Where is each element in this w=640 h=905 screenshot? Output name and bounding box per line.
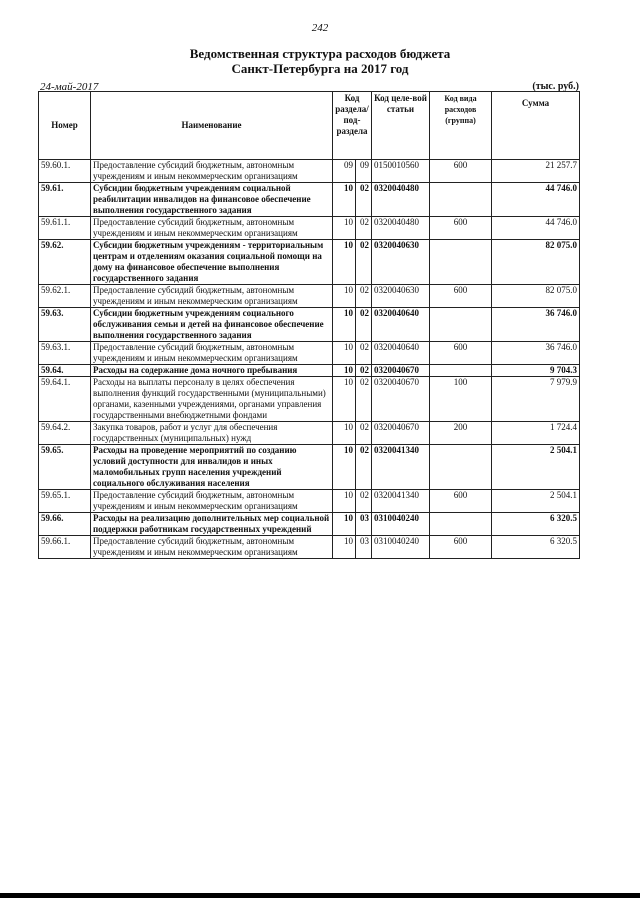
row-name: Расходы на содержание дома ночного пребывания xyxy=(91,365,333,377)
row-name: Предоставление субсидий бюджетным, автономным учреждениям и иным некоммерческим организациям xyxy=(91,536,333,559)
row-number: 59.63.1. xyxy=(39,342,91,365)
table-row xyxy=(39,240,580,285)
table-row xyxy=(39,285,580,308)
row-subsection-code: 09 xyxy=(356,160,372,183)
header-name: Наименование xyxy=(91,92,333,160)
row-expense-type: 200 xyxy=(430,422,492,445)
row-section-code: 10 xyxy=(333,536,356,559)
row-subsection-code: 02 xyxy=(356,183,372,217)
header-number: Номер xyxy=(39,92,91,160)
row-target-code: 0320040630 xyxy=(372,240,430,285)
row-expense-type: 600 xyxy=(430,217,492,240)
row-sum: 82 075.0 xyxy=(492,240,580,285)
header-expense-type: Код вида расходов (группа) xyxy=(430,92,492,160)
row-sum: 6 320.5 xyxy=(492,536,580,559)
row-subsection-code: 03 xyxy=(356,513,372,536)
row-section-code: 10 xyxy=(333,183,356,217)
row-expense-type: 600 xyxy=(430,536,492,559)
row-target-code: 0320040670 xyxy=(372,365,430,377)
table-body xyxy=(39,160,580,559)
row-section-code: 10 xyxy=(333,285,356,308)
row-sum: 7 979.9 xyxy=(492,377,580,422)
units-label: (тыс. руб.) xyxy=(532,81,579,92)
row-target-code: 0320040480 xyxy=(372,217,430,240)
row-sum: 9 704.3 xyxy=(492,365,580,377)
row-section-code: 10 xyxy=(333,445,356,490)
row-name: Расходы на выплаты персоналу в целях обеспечения выполнения функций государственными (муниципальными) органами, казенными учреждениями, органами управления государственными внебюджетными фондами xyxy=(91,377,333,422)
row-name: Предоставление субсидий бюджетным, автономным учреждениям и иным некоммерческим организациям xyxy=(91,285,333,308)
title-line-1: Ведомственная структура расходов бюджета xyxy=(189,46,451,61)
row-subsection-code: 02 xyxy=(356,308,372,342)
row-section-code: 10 xyxy=(333,217,356,240)
row-target-code: 0320040670 xyxy=(372,377,430,422)
row-target-code: 0150010560 xyxy=(372,160,430,183)
row-number: 59.66.1. xyxy=(39,536,91,559)
row-number: 59.60.1. xyxy=(39,160,91,183)
row-sum: 44 746.0 xyxy=(492,183,580,217)
row-section-code: 10 xyxy=(333,308,356,342)
row-number: 59.62. xyxy=(39,240,91,285)
row-sum: 6 320.5 xyxy=(492,513,580,536)
row-name: Расходы на реализацию дополнительных мер социальной поддержки работникам государственных учреждений xyxy=(91,513,333,536)
page-number: 242 xyxy=(311,22,329,34)
row-expense-type xyxy=(430,445,492,490)
row-section-code: 10 xyxy=(333,365,356,377)
row-number: 59.65.1. xyxy=(39,490,91,513)
row-sum: 2 504.1 xyxy=(492,445,580,490)
row-name: Расходы на проведение мероприятий по созданию условий доступности для инвалидов и иных маломобильных групп населения учреждений социального обслуживания населения xyxy=(91,445,333,490)
row-name: Предоставление субсидий бюджетным, автономным учреждениям и иным некоммерческим организациям xyxy=(91,160,333,183)
row-name: Предоставление субсидий бюджетным, автономным учреждениям и иным некоммерческим организациям xyxy=(91,217,333,240)
row-expense-type xyxy=(430,308,492,342)
row-target-code: 0320040640 xyxy=(372,342,430,365)
table-row xyxy=(39,342,580,365)
table-row xyxy=(39,217,580,240)
row-target-code: 0320041340 xyxy=(372,445,430,490)
row-number: 59.61.1. xyxy=(39,217,91,240)
row-expense-type xyxy=(430,365,492,377)
row-expense-type: 100 xyxy=(430,377,492,422)
table-row xyxy=(39,490,580,513)
row-target-code: 0320041340 xyxy=(372,490,430,513)
header-sum: Сумма xyxy=(492,92,580,160)
table-row xyxy=(39,513,580,536)
budget-table xyxy=(38,91,580,559)
row-sum: 36 746.0 xyxy=(492,308,580,342)
row-expense-type: 600 xyxy=(430,490,492,513)
table-row xyxy=(39,160,580,183)
row-subsection-code: 03 xyxy=(356,536,372,559)
table-row xyxy=(39,377,580,422)
row-number: 59.65. xyxy=(39,445,91,490)
row-number: 59.64.2. xyxy=(39,422,91,445)
table-row xyxy=(39,365,580,377)
row-subsection-code: 02 xyxy=(356,377,372,422)
page-bottom-border xyxy=(0,893,640,898)
row-number: 59.61. xyxy=(39,183,91,217)
row-subsection-code: 02 xyxy=(356,365,372,377)
header-section: Код раздела/ под-раздела xyxy=(333,92,372,160)
row-name: Субсидии бюджетным учреждениям социальной реабилитации инвалидов на финансовое обеспечение выполнения государственного задания xyxy=(91,183,333,217)
row-target-code: 0320040480 xyxy=(372,183,430,217)
row-target-code: 0310040240 xyxy=(372,513,430,536)
page-title xyxy=(0,46,640,76)
row-section-code: 10 xyxy=(333,490,356,513)
table-row xyxy=(39,183,580,217)
row-subsection-code: 02 xyxy=(356,217,372,240)
row-expense-type xyxy=(430,183,492,217)
row-section-code: 10 xyxy=(333,422,356,445)
row-sum: 2 504.1 xyxy=(492,490,580,513)
row-expense-type: 600 xyxy=(430,285,492,308)
header-target: Код целе-вой статьи xyxy=(372,92,430,160)
row-name: Субсидии бюджетным учреждениям - территориальным центрам и отделениям оказания социальной помощи на дому на финансовое обеспечение выполнения государственного задания xyxy=(91,240,333,285)
row-expense-type: 600 xyxy=(430,342,492,365)
table-row xyxy=(39,445,580,490)
row-sum: 36 746.0 xyxy=(492,342,580,365)
row-subsection-code: 02 xyxy=(356,422,372,445)
row-subsection-code: 02 xyxy=(356,490,372,513)
row-section-code: 10 xyxy=(333,513,356,536)
row-name: Закупка товаров, работ и услуг для обеспечения государственных (муниципальных) нужд xyxy=(91,422,333,445)
row-number: 59.64. xyxy=(39,365,91,377)
row-sum: 44 746.0 xyxy=(492,217,580,240)
row-sum: 21 257.7 xyxy=(492,160,580,183)
row-section-code: 10 xyxy=(333,342,356,365)
row-number: 59.62.1. xyxy=(39,285,91,308)
row-subsection-code: 02 xyxy=(356,240,372,285)
table-row xyxy=(39,422,580,445)
row-sum: 82 075.0 xyxy=(492,285,580,308)
row-expense-type: 600 xyxy=(430,160,492,183)
row-subsection-code: 02 xyxy=(356,285,372,308)
row-section-code: 09 xyxy=(333,160,356,183)
row-sum: 1 724.4 xyxy=(492,422,580,445)
row-name: Предоставление субсидий бюджетным, автономным учреждениям и иным некоммерческим организациям xyxy=(91,342,333,365)
row-subsection-code: 02 xyxy=(356,445,372,490)
row-subsection-code: 02 xyxy=(356,342,372,365)
row-target-code: 0320040670 xyxy=(372,422,430,445)
row-name: Предоставление субсидий бюджетным, автономным учреждениям и иным некоммерческим организациям xyxy=(91,490,333,513)
row-target-code: 0320040640 xyxy=(372,308,430,342)
table-row xyxy=(39,308,580,342)
row-number: 59.64.1. xyxy=(39,377,91,422)
row-expense-type xyxy=(430,240,492,285)
row-name: Субсидии бюджетным учреждениям социального обслуживания семьи и детей на финансовое обеспечение выполнения государственного задания xyxy=(91,308,333,342)
row-target-code: 0310040240 xyxy=(372,536,430,559)
row-target-code: 0320040630 xyxy=(372,285,430,308)
table-row xyxy=(39,536,580,559)
row-number: 59.63. xyxy=(39,308,91,342)
title-line-2: Санкт-Петербурга на 2017 год xyxy=(231,61,409,76)
row-expense-type xyxy=(430,513,492,536)
row-section-code: 10 xyxy=(333,240,356,285)
document-date: 24-май-2017 xyxy=(40,81,99,93)
row-section-code: 10 xyxy=(333,377,356,422)
row-number: 59.66. xyxy=(39,513,91,536)
